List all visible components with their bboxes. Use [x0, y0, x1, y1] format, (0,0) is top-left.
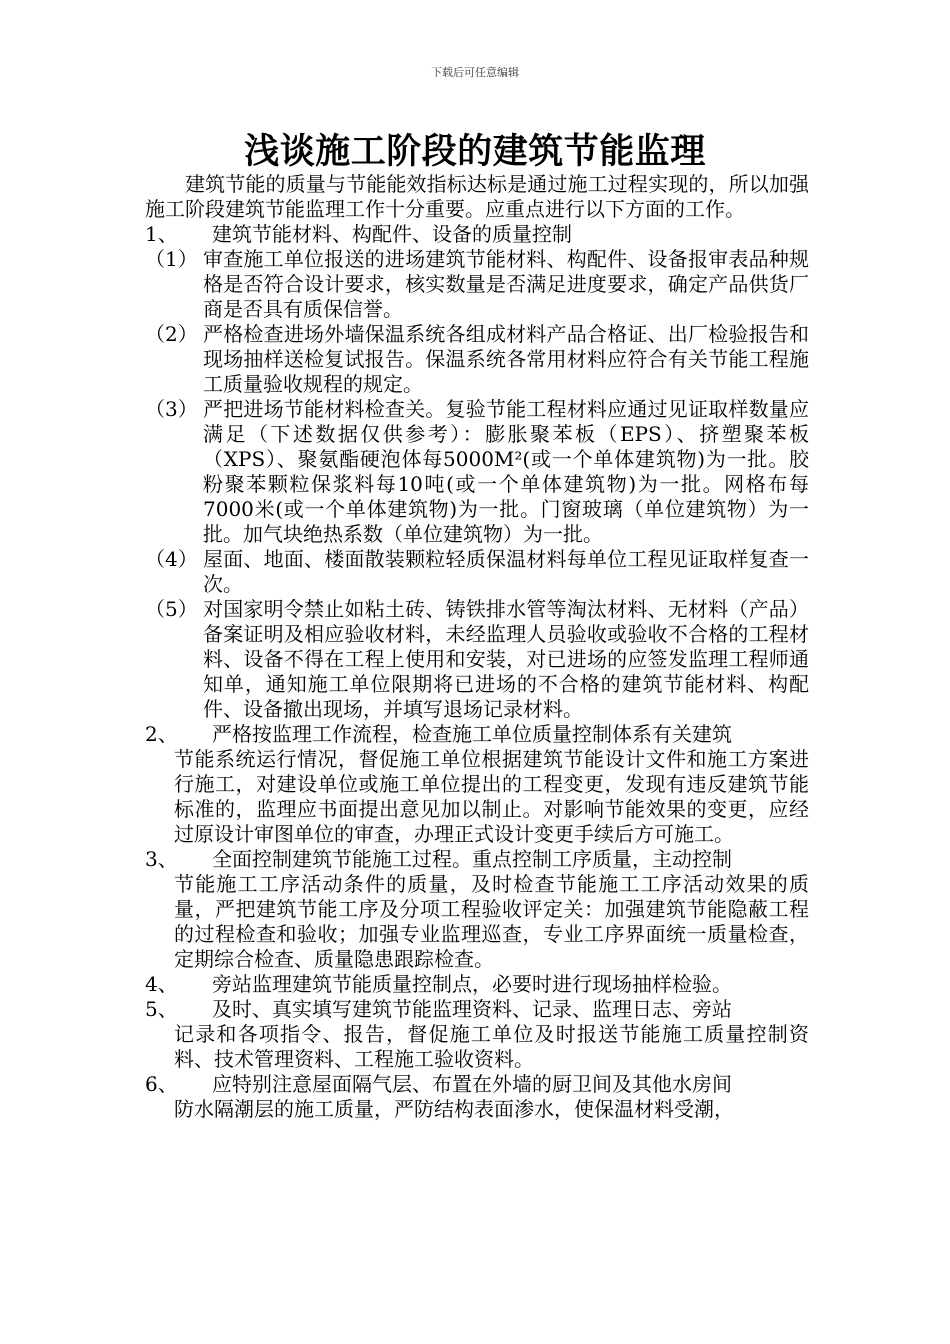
section-first-line: 及时、真实填写建筑节能监理资料、记录、监理日志、旁站: [212, 997, 732, 1021]
document-title: 浅谈施工阶段的建筑节能监理: [244, 131, 706, 172]
subitem-5: [145, 597, 809, 722]
section-number: 1、: [145, 222, 178, 246]
section-continuation: 节能系统运行情况，督促施工单位根据建筑节能设计文件和施工方案进行施工，对建设单位或施工单位提出的工程变更，发现有违反建筑节能标准的，监理应书面提出意见加以制止。对影响节能效果的变更，应经过原设计审图单位的审查，办理正式设计变更手续后方可施工。: [174, 747, 809, 846]
subitem-text: 对国家明令禁止如粘土砖、铸铁排水管等淘汰材料、无材料（产品）备案证明及相应验收材料，未经监理人员验收或验收不合格的工程材料、设备不得在工程上使用和安装，对已进场的应签发监理工程师通知单，通知施工单位限期将已进场的不合格的建筑节能材料、构配件、设备撤出现场，并填写退场记录材料。: [203, 597, 809, 721]
subitem-4: [145, 547, 809, 597]
section-1: [145, 222, 809, 247]
section-continuation: 记录和各项指令、报告，督促施工单位及时报送节能施工质量控制资料、技术管理资料、工程施工验收资料。: [174, 1022, 809, 1071]
section-2: [145, 722, 809, 747]
subitem-number: （4）: [145, 547, 198, 571]
subitem-text: 屋面、地面、楼面散装颗粒轻质保温材料每单位工程见证取样复查一次。: [203, 547, 809, 596]
subitem-2: [145, 322, 809, 397]
page-header: 下载后可任意编辑: [431, 66, 519, 79]
section-number: 2、: [145, 722, 178, 746]
section-5: [145, 997, 809, 1022]
subitem-number: （1）: [145, 247, 198, 271]
subitem-number: （3）: [145, 397, 198, 421]
section-first-line: 严格按监理工作流程，检查施工单位质量控制体系有关建筑: [212, 722, 732, 746]
section-number: 6、: [145, 1072, 178, 1096]
section-number: 3、: [145, 847, 178, 871]
document-body: [145, 172, 809, 1122]
section-first-line: 全面控制建筑节能施工过程。重点控制工序质量，主动控制: [212, 847, 732, 871]
subitem-text: 严把进场节能材料检查关。复验节能工程材料应通过见证取样数量应满足（下述数据仅供参考）：膨胀聚苯板（EPS）、挤塑聚苯板（XPS）、聚氨酯硬泡体每5000M²(或一个单体建筑物)为一批。胶粉聚苯颗粒保浆料每10吨(或一个单体建筑物)为一批。网格布每7000米(或一个单体建筑物)为一批。门窗玻璃（单位建筑物）为一批。加气块绝热系数（单位建筑物）为一批。: [203, 397, 809, 546]
subitem-number: （5）: [145, 597, 198, 621]
section-heading: 建筑节能材料、构配件、设备的质量控制: [212, 222, 572, 246]
section-number: 5、: [145, 997, 178, 1021]
subitem-3: [145, 397, 809, 547]
subitem-text: 审查施工单位报送的进场建筑节能材料、构配件、设备报审表品种规格是否符合设计要求，核实数量是否满足进度要求，确定产品供货厂商是否具有质保信誉。: [203, 247, 809, 321]
subitem-number: （2）: [145, 322, 198, 346]
subitem-text: 严格检查进场外墙保温系统各组成材料产品合格证、出厂检验报告和现场抽样送检复试报告。保温系统各常用材料应符合有关节能工程施工质量验收规程的规定。: [203, 322, 809, 396]
section-6: [145, 1072, 809, 1097]
section-continuation: 节能施工工序活动条件的质量，及时检查节能施工工序活动效果的质量，严把建筑节能工序及分项工程验收评定关：加强建筑节能隐蔽工程的过程检查和验收；加强专业监理巡查，专业工序界面统一质量检查，定期综合检查、质量隐患跟踪检查。: [174, 872, 809, 971]
section-continuation: 防水隔潮层的施工质量，严防结构表面渗水，使保温材料受潮，: [174, 1097, 734, 1121]
section-first-line: 应特别注意屋面隔气层、布置在外墙的厨卫间及其他水房间: [212, 1072, 732, 1096]
intro-paragraph: 建筑节能的质量与节能能效指标达标是通过施工过程实现的，所以加强施工阶段建筑节能监理工作十分重要。应重点进行以下方面的工作。: [145, 172, 809, 221]
section-3: [145, 847, 809, 872]
subitem-1: [145, 247, 809, 322]
section-4: [145, 972, 809, 997]
section-first-line: 旁站监理建筑节能质量控制点，必要时进行现场抽样检验。: [212, 972, 732, 996]
section-number: 4、: [145, 972, 178, 996]
